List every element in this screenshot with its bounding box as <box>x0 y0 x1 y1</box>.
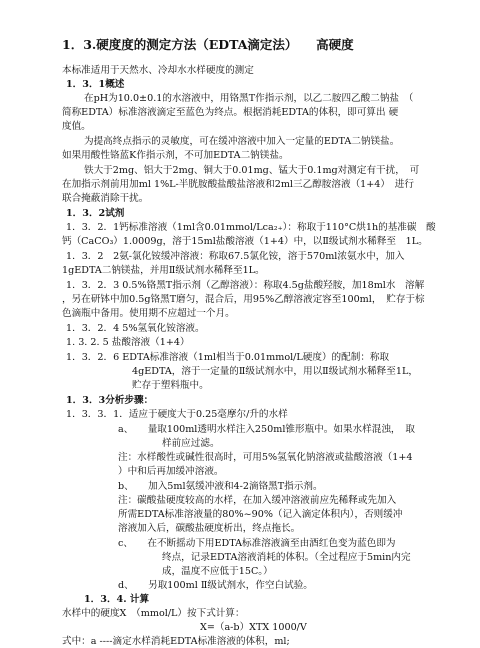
paragraph-line: 铁大于2mg、铝大于2mg、铜大于0.01mg、锰大于0.1mg对测定有干扰， 可 <box>84 165 420 176</box>
paragraph-line: 为提高终点指示的灵敏度，可在缓冲溶液中加入一定量的EDTA二钠镁盐。 <box>84 136 400 147</box>
formula: X=（a-b）XTX 1000/V <box>200 622 307 633</box>
reagent-item: 1. 3. 2. 5 盐酸溶液（1+4） <box>66 337 190 348</box>
formula-legend: 式中：a ----滴定水样消耗EDTA标准溶液的体积，ml; <box>62 636 290 647</box>
reagent-item: 1．3．2 2氨-氯化铵缓冲溶液：称取67.5氯化铵，溶于570ml浓氨水中，加入 <box>66 251 405 262</box>
procedure-line: 样前应过滤。 <box>162 438 220 449</box>
reagent-item: 1．3．2．1钙标准溶液（1ml含0.01mmol/Lca₂₊）：称取于110°C烘1h的基准碳 酸 <box>66 222 436 233</box>
reagent-item: 钙（CaCO₃）1.0009g，溶于15ml盐酸溶液（1+4）中，以Ⅱ级试剂水稀释至 1L。 <box>62 236 428 247</box>
reagent-item: 色滴瓶中备用。使用期不应超过一个月。 <box>62 308 235 319</box>
reagent-item: 1．3．2．6 EDTA标准溶液（1ml相当于0.01mmol/L硬度）的配制：称取 <box>66 352 390 363</box>
procedure-step: b、 加入5ml氨缓冲液和4-2滴铬黑T指示剂。 <box>118 481 323 492</box>
scope-statement: 本标准适用于天然水、冷却水水样硬度的测定 <box>62 65 254 76</box>
heading-overview: 1．3．1概述 <box>66 79 125 90</box>
procedure-note: 溶液加入后，碳酸盐硬度析出，终点拖长。 <box>118 523 301 534</box>
procedure-line: 成，温度不应低于15C。） <box>162 566 273 577</box>
paragraph-line: 度值。 <box>62 121 91 132</box>
reagent-item: 1．3．2．4 5%氢氧化铵溶液。 <box>66 323 205 334</box>
paragraph-line: 在加指示剂前用加ml 1%L-半胱胺酸盐酸盐溶液和2ml三乙醇胺溶液（1+4） 进行 <box>62 179 414 190</box>
procedure-note: 注：水样酸性或碱性很高时，可用5%氢氧化钠溶液或盐酸溶液（1+4 <box>118 452 413 463</box>
procedure-step: d、 另取100ml Ⅱ级试剂水，作空白试验。 <box>118 580 313 591</box>
paragraph-line: 简称EDTA）标准溶液滴定至蓝色为终点。根据消耗EDTA的体积，即可算出 硬 <box>62 107 399 118</box>
reagent-item: 贮存于塑料瓶中。 <box>132 380 209 391</box>
heading-reagents: 1．3．2试剂 <box>66 208 125 219</box>
reagent-item: 1．3．2．3 0.5%铬黑T指示剂（乙醇溶液）：称取4.5g盐酸羟胺，加18ml水 溶解 <box>66 280 425 291</box>
reagent-item: ，另在研钵中加0.5g铬黑T磨匀，混合后，用95%乙醇溶液定容至100ml， 贮存于棕 <box>62 294 425 305</box>
reagent-item: 4gEDTA，溶于一定量的Ⅱ级试剂水中，用以Ⅱ级试剂水稀释至1L， <box>132 366 418 377</box>
reagent-item: 1gEDTA二钠镁盐，并用Ⅱ级试剂水稀释至1L。 <box>62 265 265 276</box>
paragraph-line: 如果用酸性铬蓝K作指示剂，不可加EDTA二钠镁盐。 <box>62 150 289 161</box>
procedure-note: 所需EDTA标准溶液量的80%~90%（记入滴定体积内），否则缓冲 <box>118 509 403 520</box>
section-title: 1．3.硬度度的测定方法（EDTA滴定法） 高硬度 <box>62 37 354 52</box>
procedure-line: 1．3．3．1．适应于硬度大于0.25毫摩尔/升的水样 <box>66 409 288 420</box>
procedure-note: ）中和后再加缓冲溶液。 <box>118 466 224 477</box>
calculation-intro: 水样中的硬度X （mmol/L）按下式计算： <box>62 608 245 619</box>
paragraph-line: 联合掩蔽消除干扰。 <box>62 193 149 204</box>
paragraph-line: 在pH为10.0±0.1的水溶液中，用铬黑T作指示剂，以乙二胺四乙酸二钠盐 （ <box>84 93 414 104</box>
procedure-note: 注：碳酸盐硬度较高的水样，在加入缓冲溶液前应先稀释或先加入 <box>118 495 397 506</box>
procedure-step: c、 在不断摇动下用EDTA标准溶液滴至由酒红色变为蓝色即为 <box>118 538 396 549</box>
procedure-line: 终点，记录EDTA溶液消耗的体积。（全过程应于5min内完 <box>162 552 411 563</box>
procedure-step: a、 量取100ml透明水样注入250ml锥形瓶中。如果水样混浊， 取 <box>118 424 415 435</box>
heading-procedure: 1．3．3分析步骤： <box>66 395 154 406</box>
heading-calculation: 1．3．4. 计算 <box>84 594 150 605</box>
